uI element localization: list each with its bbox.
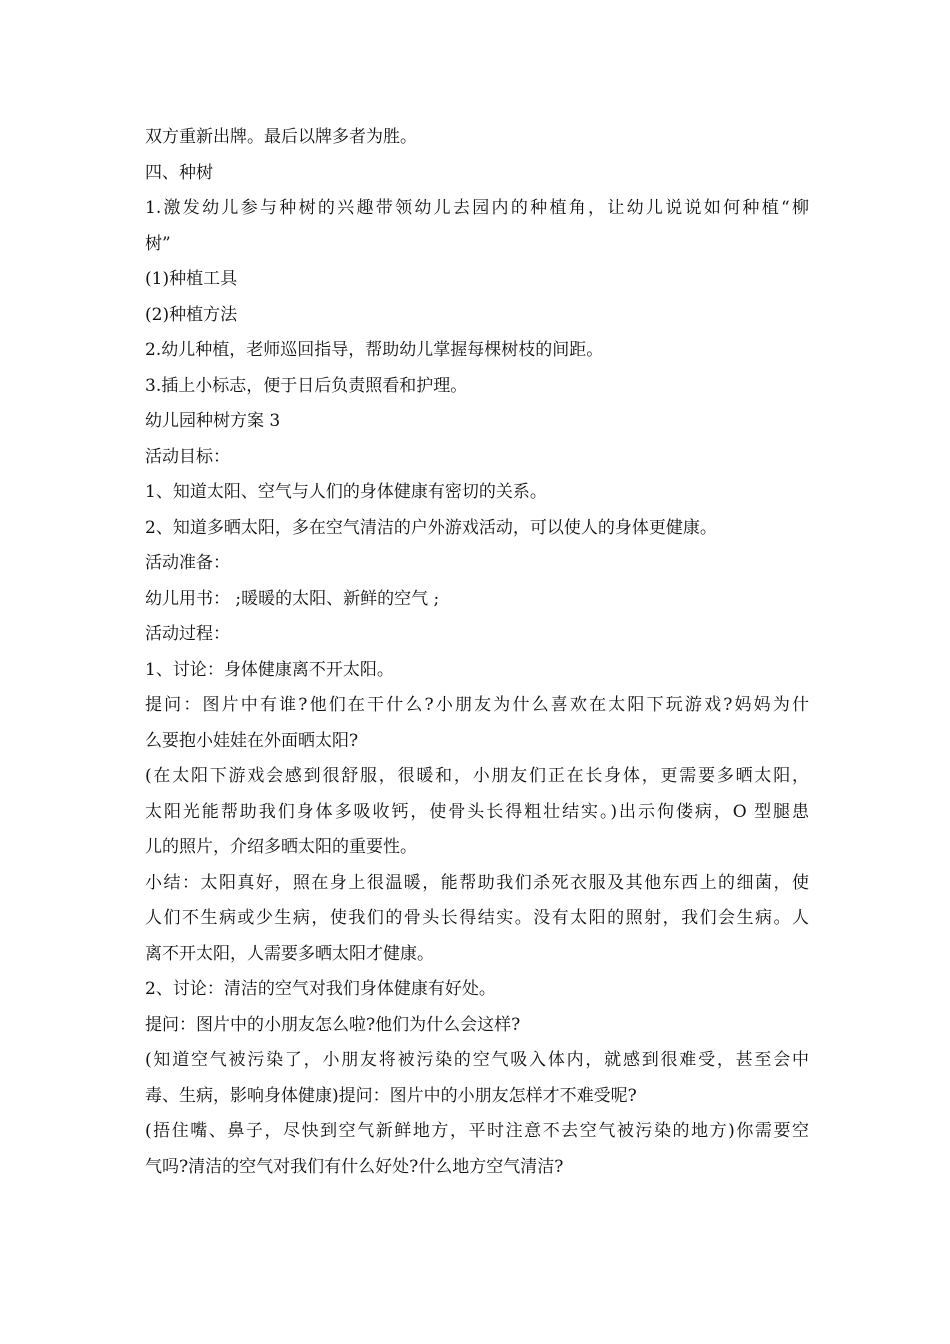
- subheading: 活动过程：: [145, 624, 230, 644]
- text-line: 双方重新出牌。最后以牌多者为胜。: [145, 127, 417, 147]
- text-line: 小结：太阳真好，照在身上很温暖，能帮助我们杀死衣服及其他东西上的细菌，使: [145, 872, 809, 893]
- subheading: 活动目标：: [145, 446, 230, 467]
- text-line: 毒、生病，影响身体健康)提问：图片中的小朋友怎样才不难受呢?: [145, 1085, 637, 1106]
- list-item: (1)种植工具: [145, 269, 238, 289]
- text-line: 提问：图片中的小朋友怎么啦?他们为什么会这样?: [145, 1014, 521, 1035]
- text-line: 3.插上小标志，便于日后负责照看和护理。: [145, 375, 468, 396]
- text-line: 2.幼儿种植，老师巡回指导，帮助幼儿掌握每棵树枝的间距。: [145, 340, 604, 360]
- text-line: 提问：图片中有谁?他们在干什么?小朋友为什么喜欢在太阳下玩游戏?妈妈为什: [145, 695, 809, 715]
- text-line: (在太阳下游戏会感到很舒服，很暖和，小朋友们正在长身体，更需要多晒太阳，: [145, 766, 809, 786]
- list-item: 1、讨论：身体健康离不开太阳。: [145, 659, 394, 680]
- list-item: 1、知道太阳、空气与人们的身体健康有密切的关系。: [145, 482, 547, 502]
- text-line: 么要抱小娃娃在外面晒太阳?: [145, 730, 359, 751]
- list-item: 2、知道多晒太阳，多在空气清洁的户外游戏活动，可以使人的身体更健康。: [145, 517, 717, 538]
- text-line: (知道空气被污染了，小朋友将被污染的空气吸入体内，就感到很难受，甚至会中: [145, 1050, 809, 1070]
- text-line: 气吗?清洁的空气对我们有什么好处?什么地方空气清洁?: [145, 1156, 564, 1177]
- text-line: 幼儿用书： ;暖暖的太阳、新鲜的空气 ;: [145, 588, 440, 609]
- section-heading: 幼儿园种树方案 3: [145, 411, 281, 431]
- text-line: 离不开太阳，人需要多晒太阳才健康。: [145, 943, 434, 964]
- subheading: 活动准备：: [145, 553, 230, 573]
- text-line: 人们不生病或少生病，使我们的骨头长得结实。没有太阳的照射，我们会生病。人: [145, 908, 809, 928]
- text-line: 1.激发幼儿参与种树的兴趣带领幼儿去园内的种植角，让幼儿说说如何种植“柳: [145, 198, 809, 218]
- text-line: 树”: [145, 233, 171, 254]
- text-line: (捂住嘴、鼻子，尽快到空气新鲜地方，平时注意不去空气被污染的地方)你需要空: [145, 1121, 809, 1141]
- list-item: (2)种植方法: [145, 304, 238, 325]
- text-line: 太阳光能帮助我们身体多吸收钙，使骨头长得粗壮结实。)出示佝偻病，O 型腿患: [145, 801, 809, 822]
- list-item: 2、讨论：清洁的空气对我们身体健康有好处。: [145, 979, 496, 999]
- document-body: [145, 120, 809, 1185]
- text-line: 儿的照片，介绍多晒太阳的重要性。: [145, 837, 417, 857]
- section-heading: 四、种树: [145, 162, 213, 183]
